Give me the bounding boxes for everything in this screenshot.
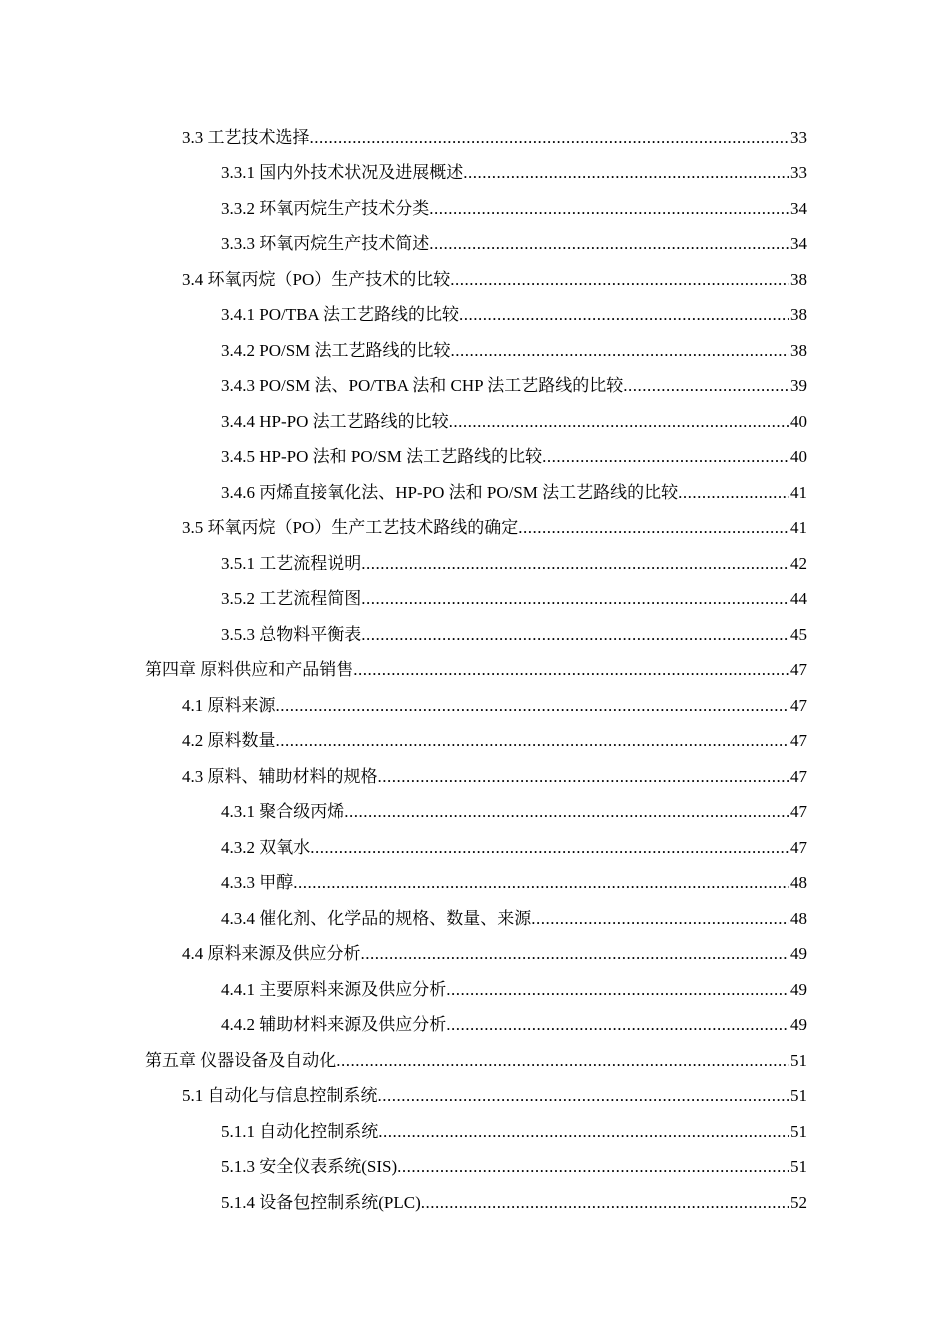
toc-entry-label: 4.4 原料来源及供应分析: [182, 944, 361, 964]
toc-entry-label: 3.5 环氧丙烷（PO）生产工艺技术路线的确定: [182, 518, 519, 538]
dot-leader: [310, 837, 789, 859]
toc-entry[interactable]: [221, 333, 807, 369]
toc-entry[interactable]: [221, 795, 807, 831]
toc-entry[interactable]: [182, 688, 807, 724]
dot-leader: [446, 1014, 789, 1036]
dot-leader: [450, 269, 789, 291]
table-of-contents: [0, 120, 950, 1221]
dot-leader: [336, 1050, 789, 1072]
toc-entry-page: 42: [790, 553, 807, 573]
toc-entry[interactable]: [221, 1008, 807, 1044]
toc-entry-label: 3.4.2 PO/SM 法工艺路线的比较: [221, 340, 451, 360]
toc-entry[interactable]: [221, 901, 807, 937]
dot-leader: [531, 908, 789, 930]
toc-entry[interactable]: [221, 546, 807, 582]
toc-entry-label: 4.4.1 主要原料来源及供应分析: [221, 979, 447, 999]
toc-entry[interactable]: [221, 298, 807, 334]
toc-entry[interactable]: [182, 262, 807, 298]
toc-entry-label: 5.1 自动化与信息控制系统: [182, 1086, 378, 1106]
toc-entry-label: 5.1.4 设备包控制系统(PLC): [221, 1192, 421, 1212]
toc-entry-page: 41: [790, 482, 807, 502]
dot-leader: [276, 730, 790, 752]
toc-entry[interactable]: [221, 369, 807, 405]
toc-entry[interactable]: [145, 1043, 807, 1079]
toc-entry[interactable]: [221, 1185, 807, 1221]
toc-entry[interactable]: [221, 156, 807, 192]
toc-entry-label: 4.1 原料来源: [182, 695, 276, 715]
toc-entry-page: 40: [790, 447, 807, 467]
toc-entry-label: 4.3 原料、辅助材料的规格: [182, 766, 378, 786]
dot-leader: [459, 304, 789, 326]
dot-leader: [446, 979, 789, 1001]
toc-entry[interactable]: [182, 511, 807, 547]
toc-entry[interactable]: [182, 937, 807, 973]
toc-entry-page: 51: [790, 1157, 807, 1177]
toc-entry-page: 44: [790, 589, 807, 609]
toc-entry[interactable]: [221, 830, 807, 866]
toc-entry[interactable]: [221, 440, 807, 476]
toc-entry-page: 39: [790, 376, 807, 396]
toc-entry[interactable]: [145, 653, 807, 689]
dot-leader: [678, 482, 789, 504]
toc-entry-page: 51: [790, 1050, 807, 1070]
dot-leader: [353, 659, 789, 681]
dot-leader: [361, 553, 789, 575]
toc-entry-page: 47: [790, 837, 807, 857]
toc-entry-label: 3.4.5 HP-PO 法和 PO/SM 法工艺路线的比较: [221, 447, 543, 467]
toc-entry-label: 4.3.2 双氧水: [221, 837, 311, 857]
toc-entry-label: 第五章 仪器设备及自动化: [145, 1050, 337, 1070]
toc-entry[interactable]: [182, 759, 807, 795]
dot-leader: [344, 801, 789, 823]
toc-entry-page: 33: [790, 127, 807, 147]
toc-entry-label: 3.3.1 国内外技术状况及进展概述: [221, 163, 464, 183]
toc-entry-page: 51: [790, 1086, 807, 1106]
toc-entry[interactable]: [182, 1079, 807, 1115]
toc-entry-label: 3.3.3 环氧丙烷生产技术简述: [221, 234, 430, 254]
toc-entry[interactable]: [221, 1114, 807, 1150]
toc-entry-page: 38: [790, 340, 807, 360]
toc-entry-label: 5.1.3 安全仪表系统(SIS): [221, 1157, 398, 1177]
toc-entry-page: 33: [790, 163, 807, 183]
dot-leader: [361, 624, 789, 646]
toc-entry-page: 34: [790, 198, 807, 218]
toc-entry-label: 3.4.6 丙烯直接氧化法、HP-PO 法和 PO/SM 法工艺路线的比较: [221, 482, 679, 502]
toc-entry-label: 4.3.1 聚合级丙烯: [221, 802, 345, 822]
dot-leader: [378, 1121, 789, 1143]
toc-entry-label: 3.3.2 环氧丙烷生产技术分类: [221, 198, 430, 218]
dot-leader: [518, 517, 789, 539]
toc-entry-page: 49: [790, 1015, 807, 1035]
toc-entry[interactable]: [221, 475, 807, 511]
dot-leader: [429, 233, 789, 255]
toc-entry-label: 3.5.3 总物料平衡表: [221, 624, 362, 644]
dot-leader: [429, 198, 789, 220]
dot-leader: [361, 943, 790, 965]
toc-entry-page: 47: [790, 731, 807, 751]
toc-entry-page: 47: [790, 802, 807, 822]
dot-leader: [310, 127, 790, 149]
toc-entry-page: 47: [790, 766, 807, 786]
toc-entry[interactable]: [221, 617, 807, 653]
toc-entry-label: 3.5.1 工艺流程说明: [221, 553, 362, 573]
toc-entry-label: 3.4 环氧丙烷（PO）生产技术的比较: [182, 269, 451, 289]
dot-leader: [449, 411, 789, 433]
dot-leader: [276, 695, 790, 717]
dot-leader: [361, 588, 789, 610]
toc-entry-page: 38: [790, 305, 807, 325]
toc-entry[interactable]: [221, 582, 807, 618]
toc-entry-page: 49: [790, 979, 807, 999]
toc-entry-page: 47: [790, 695, 807, 715]
toc-entry-label: 3.4.3 PO/SM 法、PO/TBA 法和 CHP 法工艺路线的比较: [221, 376, 624, 396]
toc-entry-label: 4.3.4 催化剂、化学品的规格、数量、来源: [221, 908, 532, 928]
toc-entry-page: 52: [790, 1192, 807, 1212]
toc-entry-label: 4.4.2 辅助材料来源及供应分析: [221, 1015, 447, 1035]
toc-entry-page: 38: [790, 269, 807, 289]
toc-entry[interactable]: [182, 120, 807, 156]
toc-entry-page: 47: [790, 660, 807, 680]
toc-entry-page: 34: [790, 234, 807, 254]
toc-entry-page: 41: [790, 518, 807, 538]
dot-leader: [623, 375, 789, 397]
toc-entry-page: 40: [790, 411, 807, 431]
toc-entry-page: 45: [790, 624, 807, 644]
dot-leader: [397, 1156, 789, 1178]
toc-entry-label: 4.3.3 甲醇: [221, 873, 294, 893]
toc-entry-page: 51: [790, 1121, 807, 1141]
dot-leader: [378, 1085, 790, 1107]
dot-leader: [293, 872, 789, 894]
toc-entry-label: 3.4.1 PO/TBA 法工艺路线的比较: [221, 305, 460, 325]
dot-leader: [463, 162, 789, 184]
toc-entry[interactable]: [221, 972, 807, 1008]
toc-entry-page: 49: [790, 944, 807, 964]
toc-entry[interactable]: [221, 866, 807, 902]
toc-entry-label: 3.5.2 工艺流程简图: [221, 589, 362, 609]
toc-entry[interactable]: [221, 227, 807, 263]
dot-leader: [421, 1192, 789, 1214]
toc-entry[interactable]: [182, 724, 807, 760]
toc-entry-label: 3.3 工艺技术选择: [182, 127, 310, 147]
toc-entry[interactable]: [221, 1150, 807, 1186]
toc-entry[interactable]: [221, 404, 807, 440]
toc-entry-label: 3.4.4 HP-PO 法工艺路线的比较: [221, 411, 449, 431]
toc-entry-label: 4.2 原料数量: [182, 731, 276, 751]
dot-leader: [542, 446, 789, 468]
toc-entry-page: 48: [790, 873, 807, 893]
toc-entry-label: 第四章 原料供应和产品销售: [145, 660, 354, 680]
toc-entry-label: 5.1.1 自动化控制系统: [221, 1121, 379, 1141]
dot-leader: [451, 340, 789, 362]
toc-entry[interactable]: [221, 191, 807, 227]
dot-leader: [378, 766, 790, 788]
toc-entry-page: 48: [790, 908, 807, 928]
